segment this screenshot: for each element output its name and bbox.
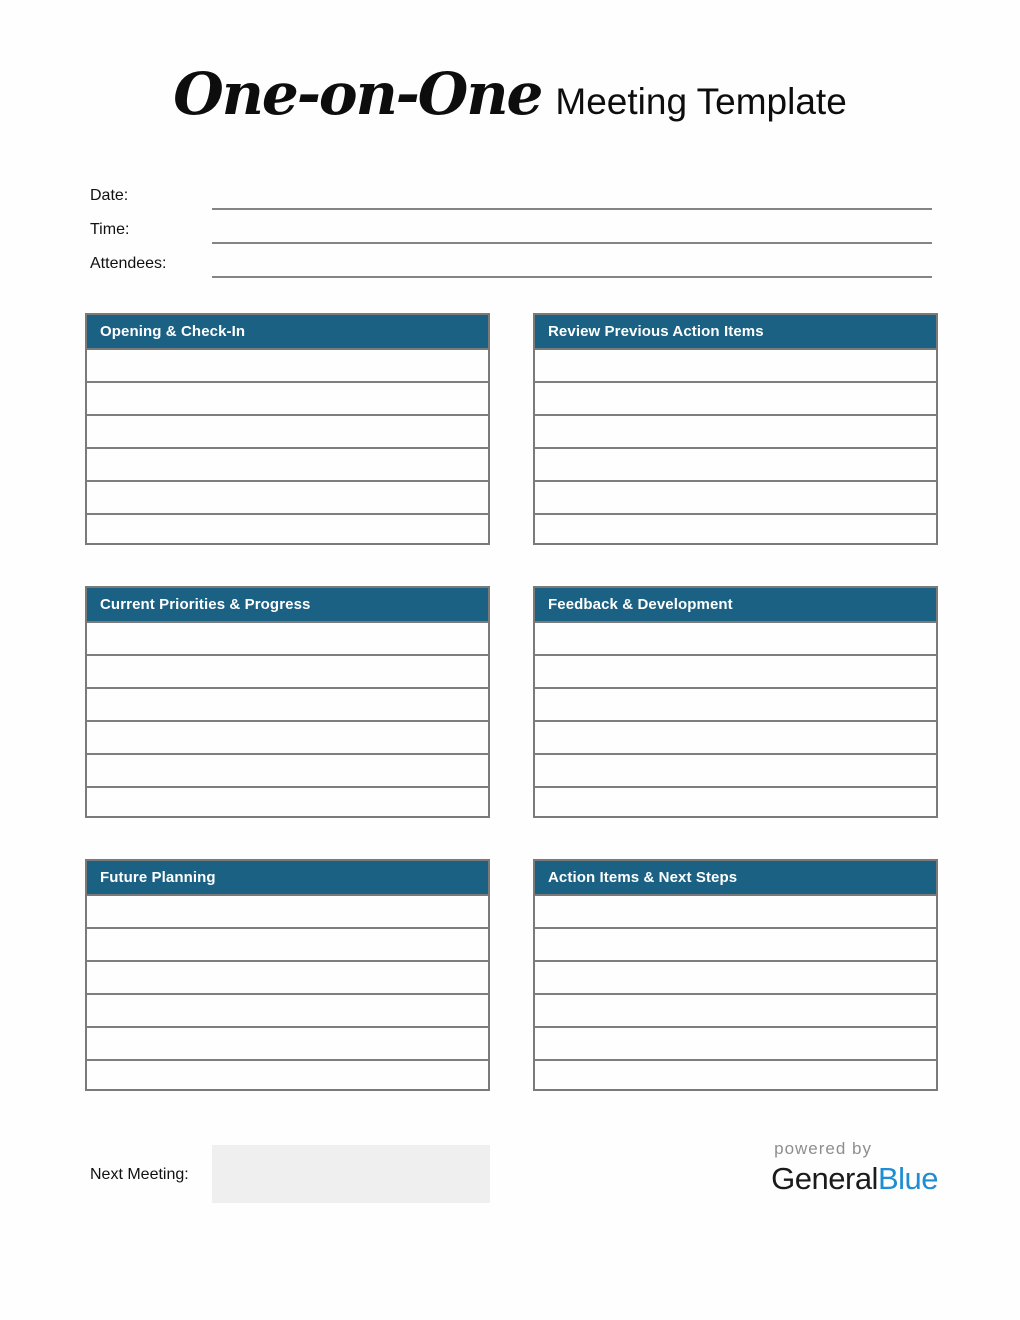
- section-header: Opening & Check-In: [87, 315, 488, 350]
- section-row[interactable]: [535, 449, 936, 482]
- section-row[interactable]: [87, 1061, 488, 1089]
- section-row[interactable]: [535, 962, 936, 995]
- section-row[interactable]: [535, 722, 936, 755]
- section-row[interactable]: [87, 515, 488, 543]
- time-input-line[interactable]: [212, 208, 932, 244]
- section-row[interactable]: [87, 416, 488, 449]
- meta-fields: [90, 176, 932, 278]
- attendees-field-row: [90, 244, 932, 278]
- section-row[interactable]: [535, 689, 936, 722]
- date-input-line[interactable]: [212, 174, 932, 210]
- section-opening-check-in: [85, 313, 490, 545]
- section-header: Review Previous Action Items: [535, 315, 936, 350]
- section-row[interactable]: [535, 788, 936, 816]
- section-row[interactable]: [87, 383, 488, 416]
- section-header: Current Priorities & Progress: [87, 588, 488, 623]
- section-row[interactable]: [87, 689, 488, 722]
- brand-blue-text: Blue: [877, 1161, 938, 1196]
- section-row[interactable]: [87, 722, 488, 755]
- section-action-items-next-steps: [533, 859, 938, 1091]
- section-row[interactable]: [535, 350, 936, 383]
- section-row[interactable]: [87, 788, 488, 816]
- next-meeting-label: Next Meeting:: [90, 1166, 189, 1183]
- section-header: Feedback & Development: [535, 588, 936, 623]
- general-blue-logo: [771, 1140, 938, 1194]
- section-row[interactable]: [535, 896, 936, 929]
- date-label: Date:: [90, 187, 129, 204]
- attendees-label: Attendees:: [90, 255, 167, 272]
- section-row[interactable]: [87, 755, 488, 788]
- section-header: Action Items & Next Steps: [535, 861, 936, 896]
- section-current-priorities-progress: [85, 586, 490, 818]
- section-row[interactable]: [535, 755, 936, 788]
- section-header: Future Planning: [87, 861, 488, 896]
- section-row[interactable]: [87, 449, 488, 482]
- section-row[interactable]: [87, 656, 488, 689]
- section-row[interactable]: [535, 995, 936, 1028]
- page-title-script: One-on-One: [173, 60, 542, 128]
- section-feedback-development: [533, 586, 938, 818]
- section-row[interactable]: [87, 962, 488, 995]
- section-row[interactable]: [535, 656, 936, 689]
- attendees-input-line[interactable]: [212, 242, 932, 278]
- section-row[interactable]: [87, 350, 488, 383]
- section-row[interactable]: [535, 482, 936, 515]
- brand-wordmark: [771, 1163, 938, 1194]
- section-row[interactable]: [535, 1028, 936, 1061]
- section-row[interactable]: [535, 515, 936, 543]
- section-row[interactable]: [535, 623, 936, 656]
- section-row[interactable]: [87, 623, 488, 656]
- section-row[interactable]: [87, 1028, 488, 1061]
- section-row[interactable]: [535, 929, 936, 962]
- powered-by-text: powered by: [774, 1139, 872, 1158]
- section-row[interactable]: [535, 416, 936, 449]
- section-row[interactable]: [87, 995, 488, 1028]
- section-row[interactable]: [87, 929, 488, 962]
- brand-general-text: General: [771, 1161, 878, 1196]
- section-row[interactable]: [87, 482, 488, 515]
- time-field-row: [90, 210, 932, 244]
- section-row[interactable]: [535, 1061, 936, 1089]
- section-review-previous-action-items: [533, 313, 938, 545]
- sections-grid: [85, 313, 938, 1091]
- date-field-row: [90, 176, 932, 210]
- section-future-planning: [85, 859, 490, 1091]
- section-row[interactable]: [87, 896, 488, 929]
- next-meeting-input[interactable]: [212, 1145, 490, 1203]
- page-title-rest: Meeting Template: [555, 81, 847, 122]
- page-title: [0, 60, 1020, 128]
- section-row[interactable]: [535, 383, 936, 416]
- time-label: Time:: [90, 221, 130, 238]
